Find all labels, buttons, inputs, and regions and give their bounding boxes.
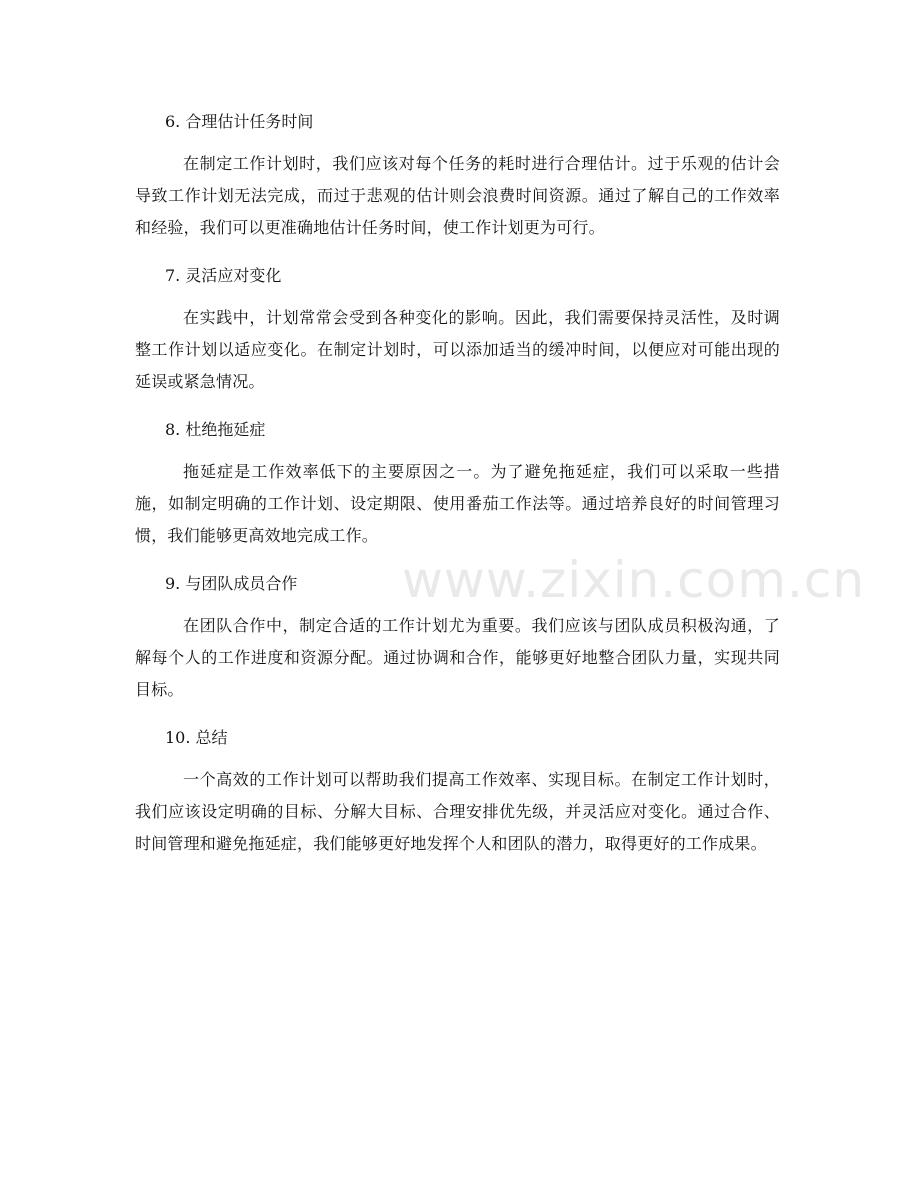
document-body bbox=[135, 106, 780, 876]
section-paragraph-7: 在实践中，计划常常会受到各种变化的影响。因此，我们需要保持灵活性，及时调整工作计划以适应变化。在制定计划时，可以添加适当的缓冲时间，以便应对可能出现的延误或紧急情况。 bbox=[135, 308, 780, 391]
section-paragraph-6: 在制定工作计划时，我们应该对每个任务的耗时进行合理估计。过于乐观的估计会导致工作计划无法完成，而过于悲观的估计则会浪费时间资源。通过了解自己的工作效率和经验，我们可以更准确地估计任务时间，使工作计划更为可行。 bbox=[135, 154, 780, 237]
section-heading-6: 6. 合理估计任务时间 bbox=[165, 112, 314, 131]
section-heading-8: 8. 杜绝拖延症 bbox=[165, 420, 266, 439]
section-heading-9: 9. 与团队成员合作 bbox=[165, 574, 298, 593]
section-heading-7: 7. 灵活应对变化 bbox=[165, 266, 282, 285]
watermark-text: www.zixin.com.cn bbox=[402, 551, 866, 609]
section-paragraph-10: 一个高效的工作计划可以帮助我们提高工作效率、实现目标。在制定工作计划时，我们应该设定明确的目标、分解大目标、合理安排优先级，并灵活应对变化。通过合作、时间管理和避免拖延症，我们能够更好地发挥个人和团队的潜力，取得更好的工作成果。 bbox=[135, 770, 780, 853]
section-heading-10: 10. 总结 bbox=[165, 728, 228, 747]
section-paragraph-9: 在团队合作中，制定合适的工作计划尤为重要。我们应该与团队成员积极沟通，了解每个人的工作进度和资源分配。通过协调和合作，能够更好地整合团队力量，实现共同目标。 bbox=[135, 616, 780, 699]
section-paragraph-8: 拖延症是工作效率低下的主要原因之一。为了避免拖延症，我们可以采取一些措施，如制定明确的工作计划、设定期限、使用番茄工作法等。通过培养良好的时间管理习惯，我们能够更高效地完成工作。 bbox=[135, 462, 780, 545]
